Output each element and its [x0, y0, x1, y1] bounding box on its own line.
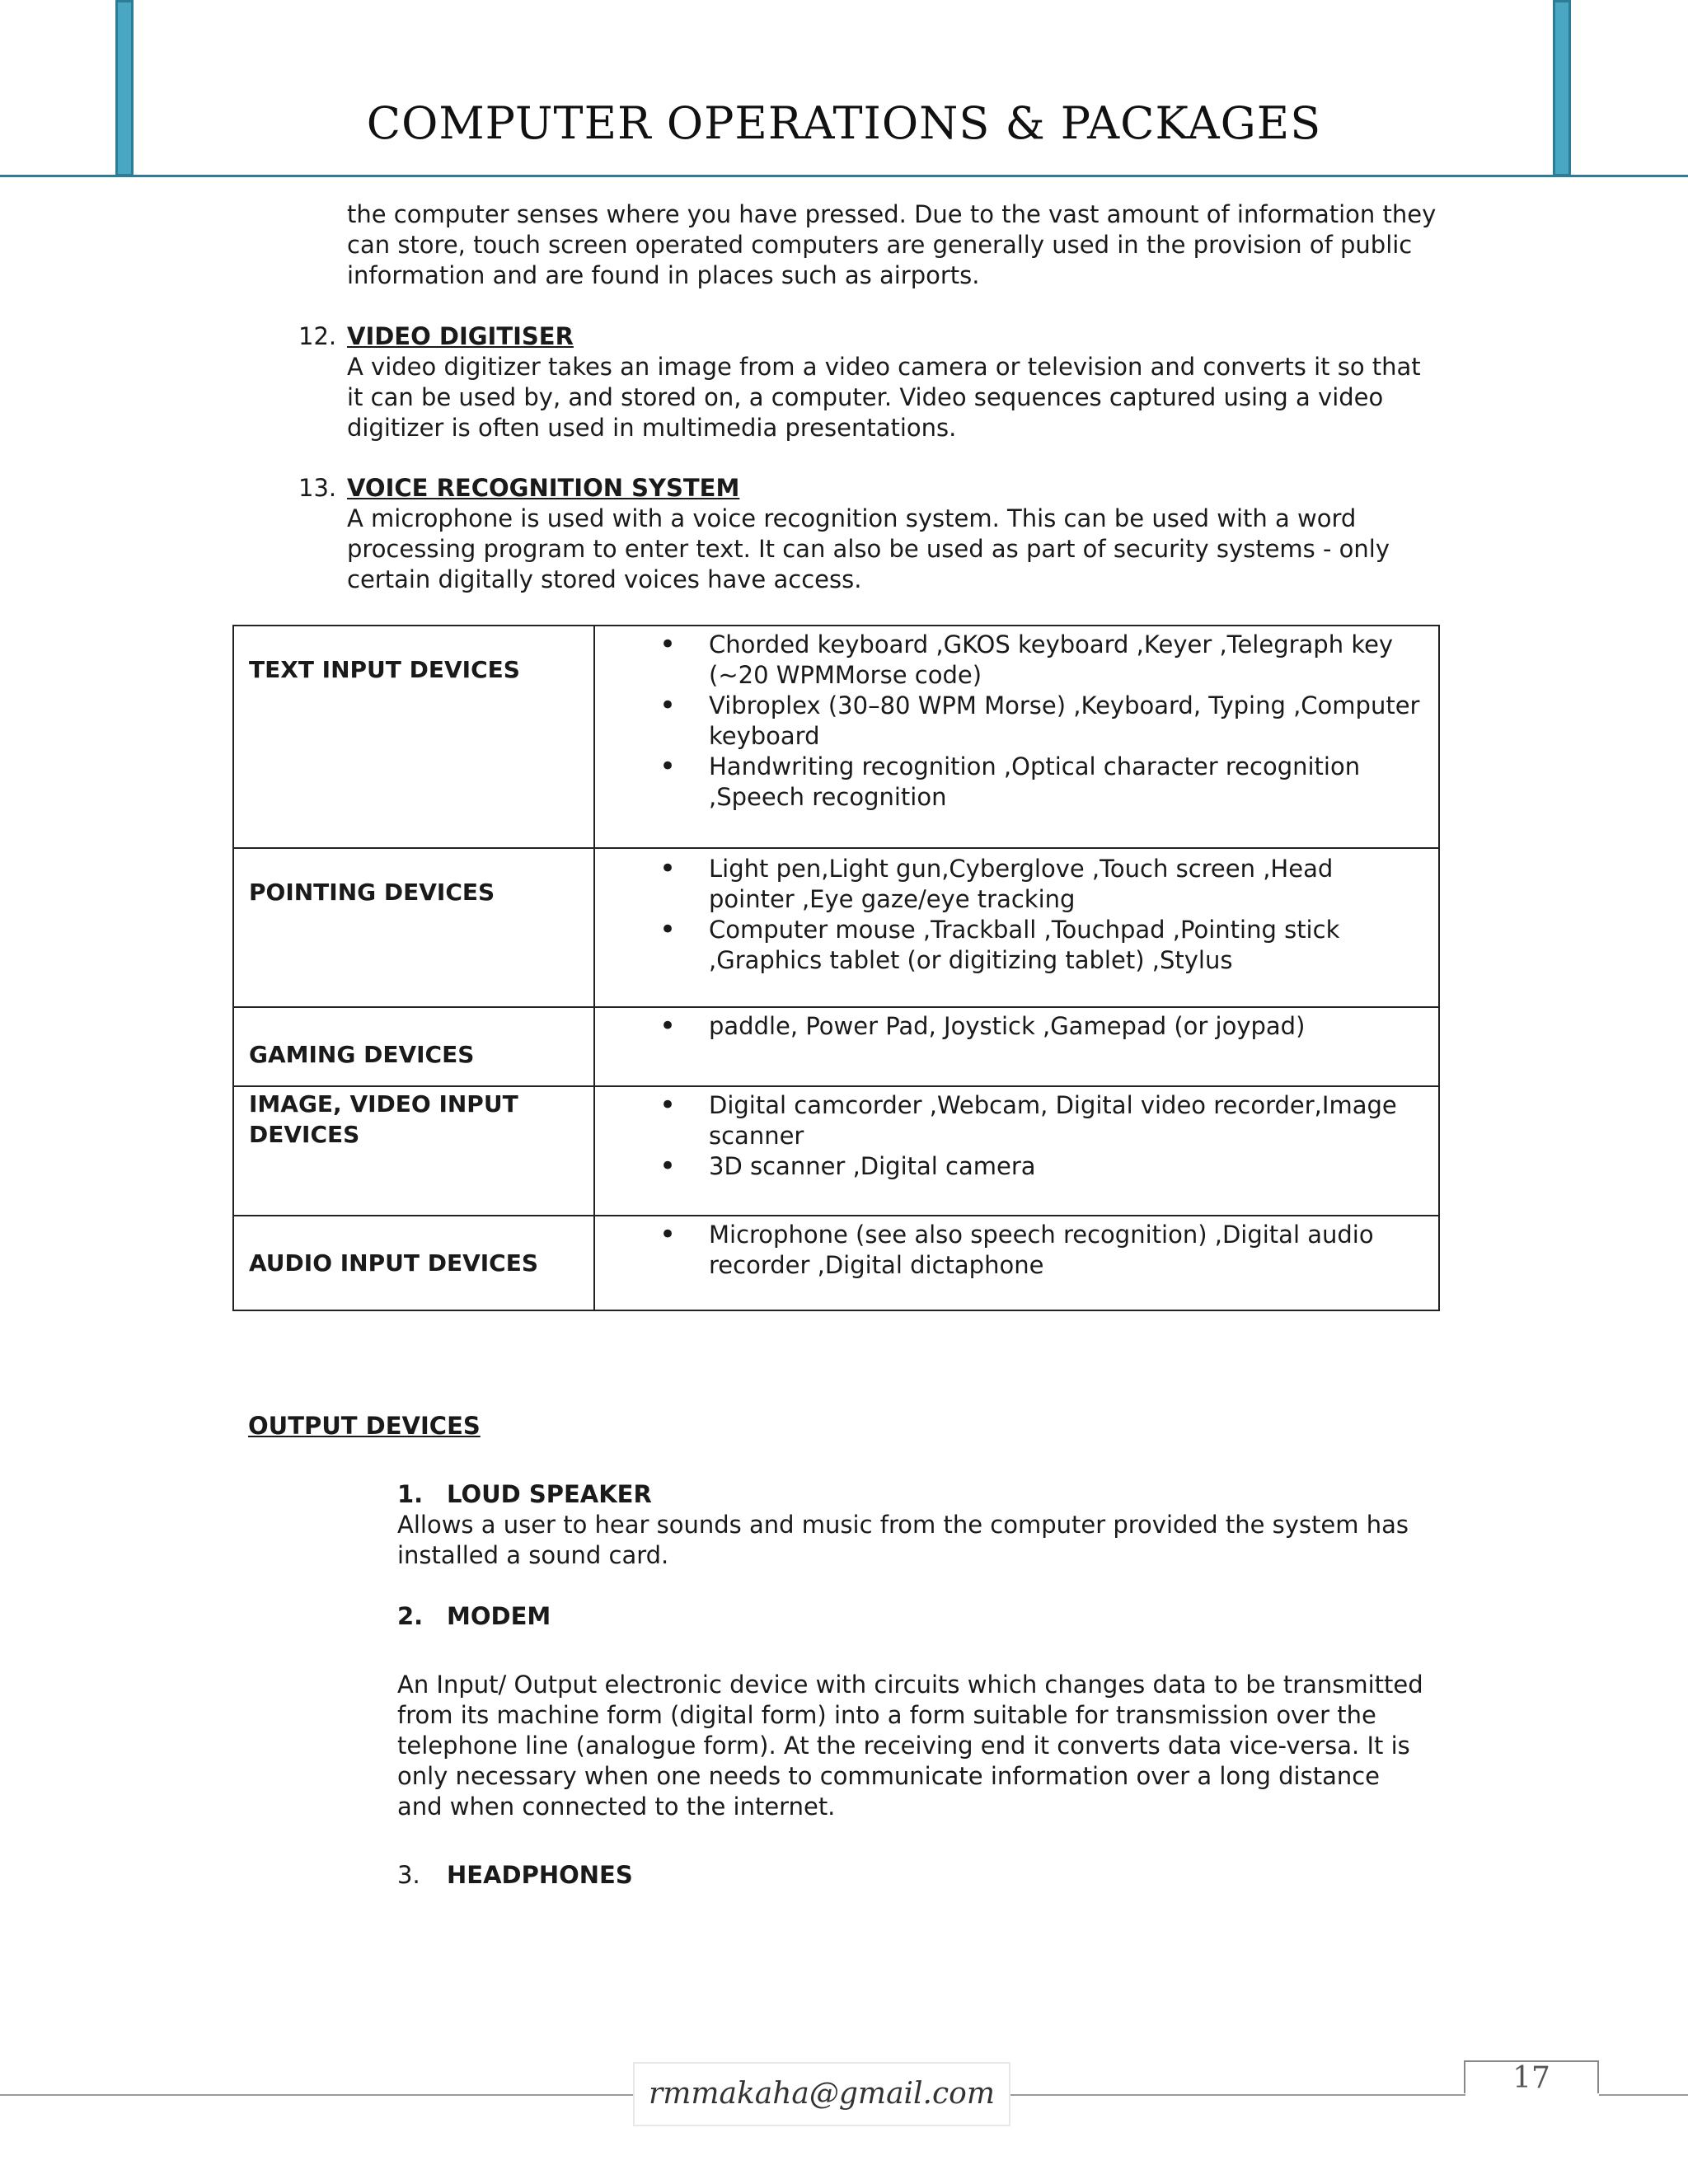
header-right-bar: [1553, 0, 1571, 176]
output-item-1-line-1: Allows a user to hear sounds and music from the computer provided the system has: [397, 1511, 1409, 1539]
item-13-heading: VOICE RECOGNITION SYSTEM: [347, 474, 740, 502]
category-label: TEXT INPUT DEVICES: [249, 656, 520, 683]
items-cell: [594, 626, 1439, 848]
list-item: • Chorded keyboard ,GKOS keyboard ,Keyer ,Telegraph key (~20 WPMMorse code): [595, 630, 1425, 691]
output-item-2-line-1: An Input/ Output electronic device with circuits which changes data to be transmitted: [397, 1671, 1423, 1699]
footer-email: rmmakaha@gmail.com: [633, 2062, 1010, 2126]
device-list: [595, 854, 1438, 976]
output-devices-heading: OUTPUT DEVICES: [248, 1412, 481, 1440]
output-item-3-heading: HEADPHONES: [447, 1861, 633, 1889]
output-item-2-line-4: only necessary when one needs to communicate information over a long distance: [397, 1762, 1381, 1790]
item-12-line-1: A video digitizer takes an image from a video camera or television and converts it so that: [347, 353, 1421, 381]
category-label: POINTING DEVICES: [249, 879, 495, 906]
category-cell: [233, 1086, 594, 1216]
page-title: COMPUTER OPERATIONS & PACKAGES: [366, 97, 1322, 149]
item-12-number: 12.: [298, 322, 337, 350]
item-13-number: 13.: [298, 474, 337, 502]
output-item-2-number: 2.: [397, 1602, 424, 1630]
item-13-line-2: processing program to enter text. It can also be used as part of security systems - only: [347, 535, 1390, 563]
list-item: • Computer mouse ,Trackball ,Touchpad ,Pointing stick ,Graphics tablet (or digitizing tablet) ,Stylus: [595, 915, 1425, 976]
item-12-line-3: digitizer is often used in multimedia presentations.: [347, 414, 957, 442]
items-cell: [594, 1216, 1439, 1310]
output-item-2-line-2: from its machine form (digital form) into a form suitable for transmission over the: [397, 1701, 1376, 1729]
category-cell: [233, 1007, 594, 1086]
category-cell: [233, 848, 594, 1007]
list-item: • Microphone (see also speech recognition) ,Digital audio recorder ,Digital dictaphone: [595, 1220, 1425, 1281]
category-cell: [233, 1216, 594, 1310]
items-cell: [594, 848, 1439, 1007]
intro-line-2: can store, touch screen operated computers are generally used in the provision of public: [347, 231, 1413, 259]
output-item-2-line-3: telephone line (analogue form). At the receiving end it converts data vice-versa. It is: [397, 1732, 1410, 1760]
device-list: [595, 1090, 1438, 1182]
list-item: • paddle, Power Pad, Joystick ,Gamepad (or joypad): [595, 1011, 1425, 1042]
output-item-2-line-5: and when connected to the internet.: [397, 1793, 836, 1821]
table-row: [233, 848, 1439, 1007]
device-list: [595, 1220, 1438, 1281]
category-cell: [233, 626, 594, 848]
output-item-2-heading: MODEM: [447, 1602, 551, 1630]
header-divider: [0, 175, 1688, 177]
header-left-bar: [115, 0, 134, 176]
footer-rule-far-right: [1599, 2094, 1688, 2096]
list-item: • Handwriting recognition ,Optical character recognition ,Speech recognition: [595, 752, 1425, 813]
output-item-1-heading: LOUD SPEAKER: [447, 1480, 652, 1508]
category-label: IMAGE, VIDEO INPUT DEVICES: [249, 1090, 518, 1148]
list-item: • 3D scanner ,Digital camera: [595, 1151, 1425, 1182]
page-number: 17: [1464, 2060, 1599, 2093]
footer-rule-right: [1010, 2094, 1465, 2096]
category-label: AUDIO INPUT DEVICES: [249, 1249, 539, 1277]
item-13-line-1: A microphone is used with a voice recognition system. This can be used with a word: [347, 504, 1357, 532]
item-13-line-3: certain digitally stored voices have access.: [347, 565, 862, 593]
items-cell: [594, 1086, 1439, 1216]
item-12-line-2: it can be used by, and stored on, a computer. Video sequences captured using a video: [347, 383, 1384, 411]
device-list: [595, 630, 1438, 813]
output-item-1-number: 1.: [397, 1480, 424, 1508]
table-row: [233, 1007, 1439, 1086]
table-row: [233, 1086, 1439, 1216]
category-label: GAMING DEVICES: [249, 1041, 475, 1068]
table-row: [233, 1216, 1439, 1310]
intro-line-3: information and are found in places such as airports.: [347, 261, 980, 289]
input-devices-table: [232, 625, 1440, 1311]
intro-line-1: the computer senses where you have pressed. Due to the vast amount of information they: [347, 200, 1437, 228]
list-item: • Light pen,Light gun,Cyberglove ,Touch screen ,Head pointer ,Eye gaze/eye tracking: [595, 854, 1425, 915]
list-item: • Vibroplex (30–80 WPM Morse) ,Keyboard, Typing ,Computer keyboard: [595, 691, 1425, 752]
item-12-heading: VIDEO DIGITISER: [347, 322, 574, 350]
output-item-1-line-2: installed a sound card.: [397, 1541, 669, 1569]
device-list: [595, 1011, 1438, 1042]
table-row: [233, 626, 1439, 848]
footer-rule-left: [0, 2094, 635, 2096]
list-item: • Digital camcorder ,Webcam, Digital video recorder,Image scanner: [595, 1090, 1425, 1151]
output-item-3-number: 3.: [397, 1861, 420, 1889]
items-cell: [594, 1007, 1439, 1086]
